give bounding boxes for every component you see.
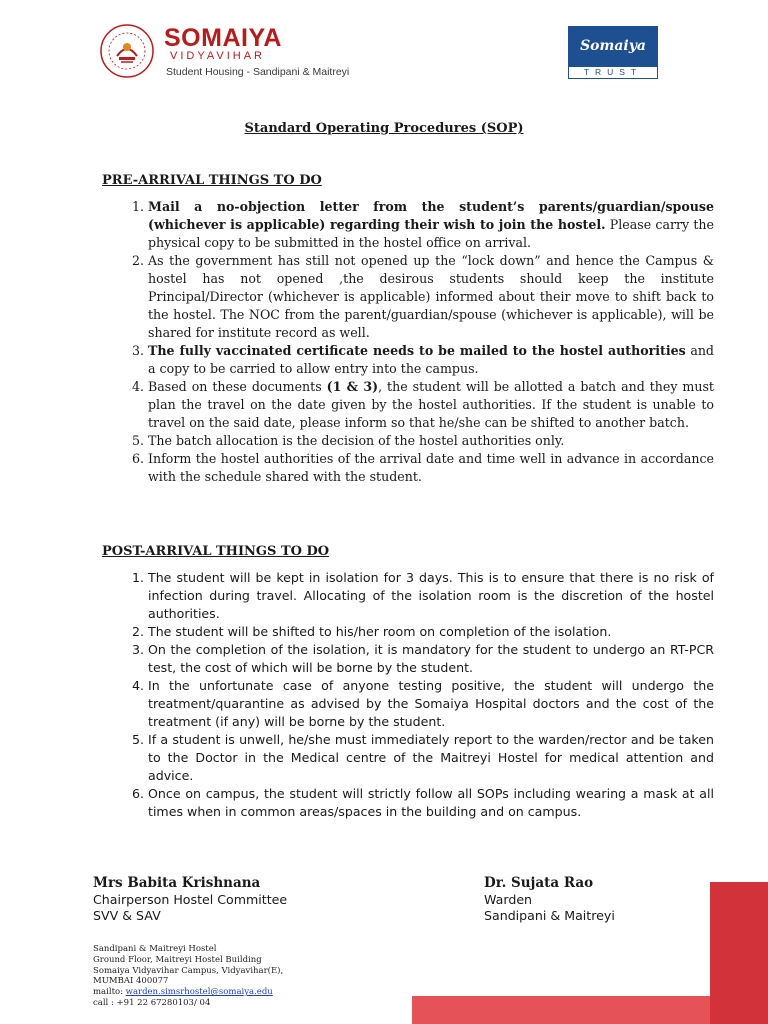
list-item: 5. The batch allocation is the decision of the hostel authorities only. <box>148 432 714 450</box>
signatory-title: Warden <box>484 891 533 907</box>
signatory-title: Chairperson Hostel Committee <box>93 891 288 907</box>
signatory-organization: SVV & SAV <box>93 908 161 923</box>
list-item: 4. Based on these documents (1 & 3), the student will be allotted a batch and they must plan the travel on the date given by the hostel authorities. If the student is unable to travel on the said date, please inform so that he/she can be shifted to another batch. <box>148 378 714 432</box>
address-line: Sandipani & Maitreyi Hostel <box>93 944 217 954</box>
document-title: Standard Operating Procedures (SOP) <box>244 121 524 136</box>
list-item: 4. In the unfortunate case of anyone testing positive, the student will undergo the treatment/quarantine as advised by the Somaiya Hospital doctors and the cost of the treatment (if any) will be borne by the student. <box>148 677 714 731</box>
somaiya-vidyavihar-logo <box>98 22 348 82</box>
list-item: 3. The fully vaccinated certificate needs to be mailed to the hostel authorities and a copy to be carried to allow entry into the campus. <box>148 342 714 378</box>
phone-label: call : <box>93 997 114 1008</box>
brand-tagline: Student Housing - Sandipani & Maitreyi <box>166 66 350 78</box>
brand-subtitle: VIDYAVIHAR <box>170 50 265 62</box>
signatory-organization: Sandipani & Maitreyi <box>484 908 615 923</box>
post-arrival-list <box>102 569 714 821</box>
email-label: mailto: <box>93 987 123 998</box>
phone-line <box>93 998 283 1009</box>
list-item: 6. Once on campus, the student will strictly follow all SOPs including wearing a mask at all times when in common areas/spaces in the building and on campus. <box>148 785 714 821</box>
phone-number: +91 22 67280103/ 04 <box>116 997 211 1008</box>
trust-logo-label: TRUST <box>568 66 658 79</box>
list-item: 2. The student will be shifted to his/her room on completion of the isolation. <box>148 623 714 641</box>
address-line: MUMBAI 400077 <box>93 976 169 987</box>
post-arrival-heading: POST-ARRIVAL THINGS TO DO <box>102 544 330 559</box>
signature-block-warden <box>484 875 615 925</box>
signature-block-chairperson <box>93 875 287 925</box>
list-item: 6. Inform the hostel authorities of the arrival date and time well in advance in accordance with the schedule shared with the student. <box>148 450 714 486</box>
signatory-name: Mrs Babita Krishnana <box>93 875 261 891</box>
email-line <box>93 987 283 998</box>
pre-arrival-list <box>102 198 714 486</box>
brand-name: SOMAIYA <box>164 24 282 52</box>
list-item: 3. On the completion of the isolation, it is mandatory for the student to undergo an RT-PCR test, the cost of which will be borne by the student. <box>148 641 714 677</box>
somaiya-trust-logo <box>568 26 658 80</box>
address-line: Ground Floor, Maitreyi Hostel Building <box>93 954 262 965</box>
list-item: 5. If a student is unwell, he/she must immediately report to the warden/rector and be taken to the Doctor in the Medical centre of the Maitreyi Hostel for medical attention and advice. <box>148 731 714 785</box>
trust-logo-name: Somaiya <box>568 26 658 66</box>
list-item: 1. The student will be kept in isolation for 3 days. This is to ensure that there is no risk of infection during travel. Allocating of the isolation room is the discretion of the hostel authorities. <box>148 569 714 623</box>
somaiya-seal-icon <box>98 22 156 80</box>
list-item: 1. Mail a no-objection letter from the student’s parents/guardian/spouse (whichever is applicable) regarding their wish to join the hostel. Please carry the physical copy to be submitted in the hostel office on arrival. <box>148 198 714 252</box>
signatory-name: Dr. Sujata Rao <box>484 875 594 891</box>
pre-arrival-heading: PRE-ARRIVAL THINGS TO DO <box>102 173 322 188</box>
address-line: Somaiya Vidyavihar Campus, Vidyavihar(E), <box>93 965 284 976</box>
list-item: 2. As the government has still not opened up the “lock down” and hence the Campus & hostel has not opened ,the desirous students should keep the institute Principal/Director (whichever is applicable) informed about their move to shift back to the hostel. The NOC from the parent/guardian/spouse (whichever is applicable), will be shared for institute record as well. <box>148 252 714 342</box>
contact-address <box>93 944 283 1009</box>
decorative-corner-block <box>710 882 768 1024</box>
email-link[interactable]: warden.simsrhostel@somaiya.edu <box>125 987 273 998</box>
